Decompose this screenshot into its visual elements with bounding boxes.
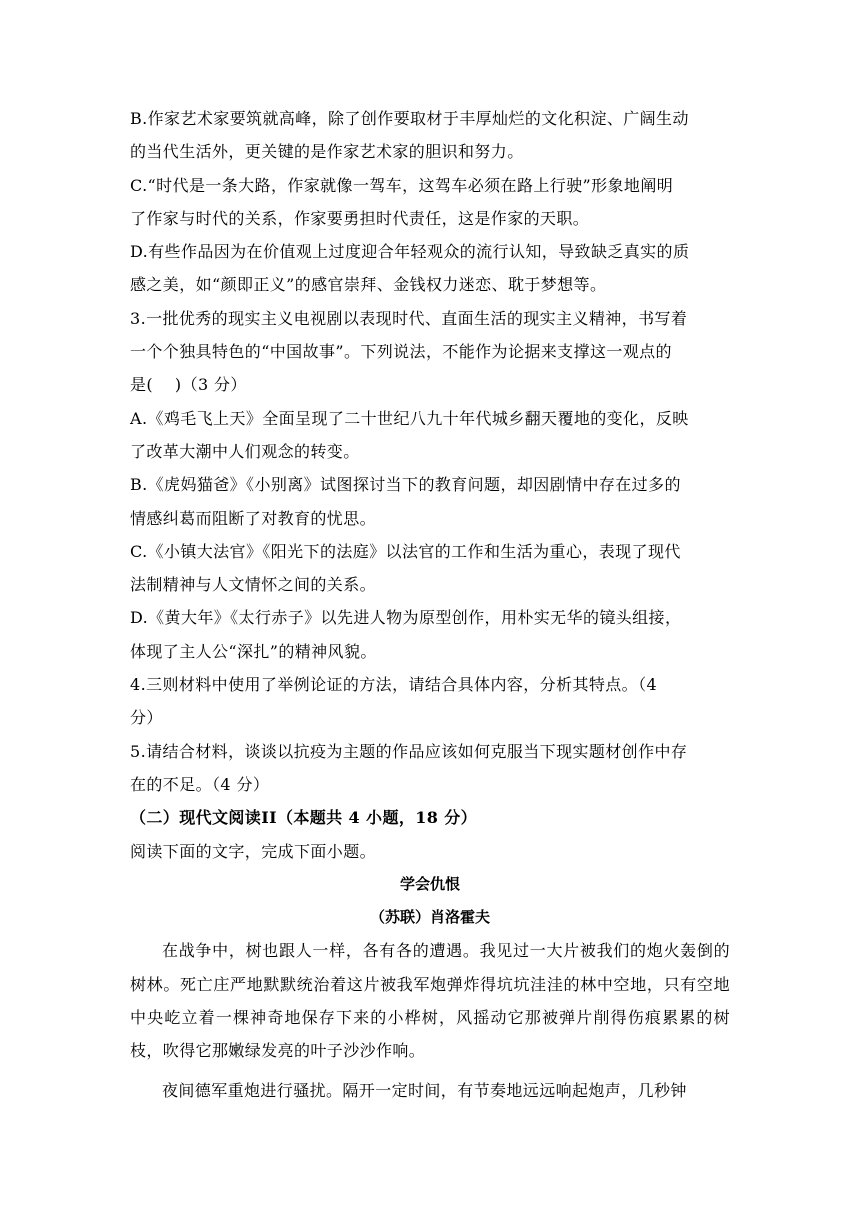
q3-option-b-line-1: B.《虎妈猫爸》《小别离》试图探讨当下的教育问题，却因剧情中存在过多的 bbox=[130, 475, 681, 495]
section-heading: （二）现代文阅读II（本题共 4 小题，18 分） bbox=[130, 808, 478, 828]
question-3-line-1: 3.一批优秀的现实主义电视剧以表现时代、直面生活的现实主义精神，书写着 bbox=[130, 308, 688, 328]
question-4-line-1: 4.三则材料中使用了举例论证的方法，请结合具体内容，分析其特点。（4 bbox=[130, 675, 658, 695]
article-paragraph-2: 夜间德军重炮进行骚扰。隔开一定时间，有节奏地远远响起炮声，几秒钟 bbox=[162, 1080, 687, 1100]
option-b-line-2: 的当代生活外，更关键的是作家艺术家的胆识和努力。 bbox=[130, 142, 524, 162]
q3-option-b-line-2: 情感纠葛而阻断了对教育的忧思。 bbox=[130, 508, 377, 528]
option-c-line-1: C.“时代是一条大路，作家就像一驾车，这驾车必须在路上行驶”形象地阐明 bbox=[130, 175, 674, 195]
q3-option-a-line-1: A.《鸡毛飞上天》全面呈现了二十世纪八九十年代城乡翻天覆地的变化，反映 bbox=[130, 408, 689, 428]
question-3-line-2: 一个个独具特色的“中国故事”。下列说法，不能作为论据来支撑这一观点的 bbox=[130, 342, 672, 362]
article-author: （苏联）肖洛霍夫 bbox=[369, 908, 490, 927]
document-page bbox=[130, 102, 730, 1107]
question-4-line-2: 分） bbox=[130, 708, 163, 728]
q3-option-d-line-2: 体现了主人公“深扎”的精神风貌。 bbox=[130, 641, 377, 661]
article-title: 学会仇恨 bbox=[399, 874, 460, 893]
q3-option-d-line-1: D.《黄大年》《太行赤子》以先进人物为原型创作，用朴实无华的镜头组接， bbox=[130, 608, 682, 628]
option-c-line-2: 了作家与时代的关系，作家要勇担时代责任，这是作家的天职。 bbox=[130, 208, 590, 228]
q3-option-c-line-1: C.《小镇大法官》《阳光下的法庭》以法官的工作和生活为重心，表现了现代 bbox=[130, 541, 681, 561]
question-5-line-1: 5.请结合材料，谈谈以抗疫为主题的作品应该如何克服当下现实题材创作中存 bbox=[130, 741, 688, 761]
reading-instruction: 阅读下面的文字，完成下面小题。 bbox=[130, 841, 377, 861]
question-3-line-3: 是( )（3 分） bbox=[130, 375, 247, 395]
q3-option-a-line-2: 了改革大潮中人们观念的转变。 bbox=[130, 441, 360, 461]
article-paragraph-1: 在战争中，树也跟人一样，各有各的遭遇。我见过一大片被我们的炮火轰倒的树林。死亡庄严地默默统治着这片被我军炮弹炸得坑坑洼洼的林中空地，只有空地中央屹立着一棵神奇地保存下来的小桦树，风摇动它那被弹片削得伤痕累累的树枝，吹得它那嫩绿发亮的叶子沙沙作响。 bbox=[130, 941, 730, 1061]
option-d-line-2: 感之美，如“颜即正义”的感官崇拜、金钱权力迷恋、耽于梦想等。 bbox=[130, 275, 607, 295]
option-b-line-1: B.作家艺术家要筑就高峰，除了创作要取材于丰厚灿烂的文化积淀、广阔生动 bbox=[130, 109, 689, 128]
q3-option-c-line-2: 法制精神与人文情怀之间的关系。 bbox=[130, 575, 377, 595]
option-d-line-1: D.有些作品因为在价值观上过度迎合年轻观众的流行认知，导致缺乏真实的质 bbox=[130, 242, 690, 262]
question-5-line-2: 在的不足。（4 分） bbox=[130, 774, 270, 794]
